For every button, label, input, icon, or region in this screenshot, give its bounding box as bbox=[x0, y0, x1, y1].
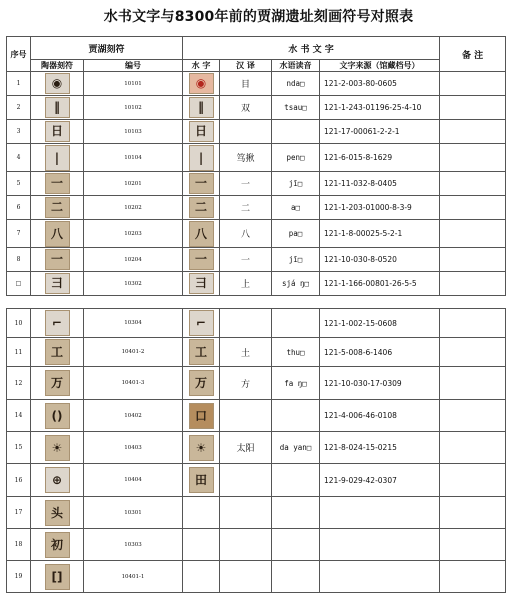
pottery-glyph-cell bbox=[31, 497, 84, 529]
seq-cell: 18 bbox=[7, 529, 31, 561]
code-cell: 10302 bbox=[84, 272, 183, 296]
code-cell: 10404 bbox=[84, 464, 183, 497]
source-cell bbox=[320, 561, 440, 593]
shui-glyph-cell bbox=[183, 272, 220, 296]
note-cell bbox=[440, 309, 506, 338]
sun-glyph: ☀ bbox=[45, 435, 70, 461]
one-glyph: 一 bbox=[45, 173, 70, 194]
reading-cell bbox=[272, 529, 320, 561]
pottery-glyph-cell bbox=[31, 400, 84, 432]
seq-cell: 2 bbox=[7, 96, 31, 120]
table-row bbox=[7, 72, 506, 96]
pottery-glyph-cell bbox=[31, 561, 84, 593]
one-glyph: 一 bbox=[189, 249, 214, 270]
note-cell bbox=[440, 220, 506, 248]
seq-cell: 6 bbox=[7, 196, 31, 220]
reading-cell: pen□ bbox=[272, 144, 320, 172]
seq-cell: 8 bbox=[7, 248, 31, 272]
note-cell bbox=[440, 561, 506, 593]
table-row bbox=[7, 432, 506, 464]
seq-cell: 14 bbox=[7, 400, 31, 432]
eight-glyph: 八 bbox=[45, 221, 70, 247]
source-cell: 121-2-003-80-0605 bbox=[320, 72, 440, 96]
reading-cell bbox=[272, 497, 320, 529]
shui-glyph-cell bbox=[183, 464, 220, 497]
shui-glyph-cell bbox=[183, 72, 220, 96]
box-glyph: 日 bbox=[45, 121, 70, 142]
shui-glyph-cell bbox=[183, 120, 220, 144]
code-cell: 10403 bbox=[84, 432, 183, 464]
reading-cell: da yan□ bbox=[272, 432, 320, 464]
hook-glyph: ⌐ bbox=[189, 310, 214, 336]
note-cell bbox=[440, 120, 506, 144]
han-cell: 上 bbox=[220, 272, 272, 296]
shui-glyph-cell bbox=[183, 432, 220, 464]
note-cell bbox=[440, 196, 506, 220]
code-cell: 10401-3 bbox=[84, 367, 183, 400]
header-note: 备 注 bbox=[440, 37, 506, 72]
code-cell: 10301 bbox=[84, 497, 183, 529]
han-cell: 笃揪 bbox=[220, 144, 272, 172]
header-reading: 水语读音 bbox=[272, 60, 320, 72]
pottery-glyph-cell bbox=[31, 196, 84, 220]
shui-glyph-cell bbox=[183, 220, 220, 248]
code-cell: 10304 bbox=[84, 309, 183, 338]
shui-glyph-cell bbox=[183, 338, 220, 367]
seq-cell: 19 bbox=[7, 561, 31, 593]
source-cell: 121-1-166-00801-26-5-5 bbox=[320, 272, 440, 296]
han-cell: 双 bbox=[220, 96, 272, 120]
source-cell: 121-11-032-8-0405 bbox=[320, 172, 440, 196]
note-cell bbox=[440, 172, 506, 196]
source-cell: 121-6-015-8-1629 bbox=[320, 144, 440, 172]
seq-cell: 10 bbox=[7, 309, 31, 338]
note-cell bbox=[440, 248, 506, 272]
code-cell: 10204 bbox=[84, 248, 183, 272]
note-cell bbox=[440, 400, 506, 432]
seq-cell: 5 bbox=[7, 172, 31, 196]
shui-glyph-cell bbox=[183, 367, 220, 400]
seq-cell: 16 bbox=[7, 464, 31, 497]
eye-glyph-red: ◉ bbox=[189, 73, 214, 94]
reading-cell: thu□ bbox=[272, 338, 320, 367]
header-code: 编号 bbox=[84, 60, 183, 72]
eye-glyph: ◉ bbox=[45, 73, 70, 94]
han-cell bbox=[220, 400, 272, 432]
seq-cell: 4 bbox=[7, 144, 31, 172]
han-cell: 八 bbox=[220, 220, 272, 248]
table-row bbox=[7, 248, 506, 272]
table-row bbox=[7, 96, 506, 120]
shui-glyph-cell bbox=[183, 309, 220, 338]
source-cell: 121-10-030-17-0309 bbox=[320, 367, 440, 400]
up-glyph: 彐 bbox=[45, 273, 70, 294]
reading-cell: tsau□ bbox=[272, 96, 320, 120]
han-cell bbox=[220, 464, 272, 497]
han-cell bbox=[220, 120, 272, 144]
pottery-glyph-cell bbox=[31, 144, 84, 172]
source-cell: 121-10-030-8-0520 bbox=[320, 248, 440, 272]
note-cell bbox=[440, 529, 506, 561]
table-row bbox=[7, 309, 506, 338]
pottery-glyph-cell bbox=[31, 220, 84, 248]
code-cell: 10202 bbox=[84, 196, 183, 220]
code-cell: 10104 bbox=[84, 144, 183, 172]
reading-cell: jī□ bbox=[272, 172, 320, 196]
pottery-glyph-cell bbox=[31, 96, 84, 120]
pottery-glyph-cell bbox=[31, 338, 84, 367]
direction-glyph: 万 bbox=[45, 370, 70, 396]
direction-glyph: 万 bbox=[189, 370, 214, 396]
pottery-glyph-cell bbox=[31, 432, 84, 464]
code-cell: 10103 bbox=[84, 120, 183, 144]
note-cell bbox=[440, 272, 506, 296]
double-stroke-glyph: ‖ bbox=[189, 97, 214, 118]
seq-cell: 17 bbox=[7, 497, 31, 529]
page-title: 水书文字与8300年前的贾湖遗址刻画符号对照表 bbox=[103, 9, 414, 25]
reading-cell bbox=[272, 561, 320, 593]
source-cell: 121-1-002-15-0608 bbox=[320, 309, 440, 338]
shui-glyph-cell bbox=[183, 400, 220, 432]
shui-glyph-cell bbox=[183, 497, 220, 529]
source-cell: 121-4-006-46-0108 bbox=[320, 400, 440, 432]
reading-cell: jī□ bbox=[272, 248, 320, 272]
shui-glyph-cell bbox=[183, 248, 220, 272]
field-circle-glyph: ⊕ bbox=[45, 467, 70, 493]
shui-glyph-cell bbox=[183, 96, 220, 120]
header-jiahu: 贾湖刻符 bbox=[31, 37, 183, 60]
two-glyph: 二 bbox=[45, 197, 70, 218]
table-row bbox=[7, 272, 506, 296]
table-row bbox=[7, 144, 506, 172]
pottery-glyph-cell bbox=[31, 367, 84, 400]
note-cell bbox=[440, 144, 506, 172]
han-cell: 太阳 bbox=[220, 432, 272, 464]
pottery-glyph-cell bbox=[31, 120, 84, 144]
note-cell bbox=[440, 464, 506, 497]
reading-cell: nda□ bbox=[272, 72, 320, 96]
seq-cell: 15 bbox=[7, 432, 31, 464]
pottery-glyph-cell bbox=[31, 309, 84, 338]
field-glyph: 田 bbox=[189, 467, 214, 493]
vertical-stroke-glyph: | bbox=[45, 145, 70, 171]
double-stroke-glyph: ‖ bbox=[45, 97, 70, 118]
comparison-table-1 bbox=[6, 36, 506, 296]
source-cell: 121-17-00061-2-2-1 bbox=[320, 120, 440, 144]
seq-cell: □ bbox=[7, 272, 31, 296]
vertical-stroke-glyph: | bbox=[189, 145, 214, 171]
header-source: 文字来源（馆藏档号） bbox=[320, 60, 440, 72]
header-shui-char: 水 字 bbox=[183, 60, 220, 72]
han-cell bbox=[220, 529, 272, 561]
note-cell bbox=[440, 432, 506, 464]
source-cell: 121-1-8-00025-5-2-1 bbox=[320, 220, 440, 248]
table-row bbox=[7, 196, 506, 220]
reading-cell: pa□ bbox=[272, 220, 320, 248]
source-cell: 121-9-029-42-0307 bbox=[320, 464, 440, 497]
one-glyph: 一 bbox=[189, 173, 214, 194]
reading-cell bbox=[272, 464, 320, 497]
source-cell: 121-5-008-6-1406 bbox=[320, 338, 440, 367]
reading-cell: sjá ŋ□ bbox=[272, 272, 320, 296]
code-cell: 10201 bbox=[84, 172, 183, 196]
earth-glyph: 工 bbox=[189, 339, 214, 365]
code-cell: 10203 bbox=[84, 220, 183, 248]
note-cell bbox=[440, 367, 506, 400]
table-row bbox=[7, 220, 506, 248]
han-cell: 目 bbox=[220, 72, 272, 96]
source-cell: 121-1-203-01000-8-3-9 bbox=[320, 196, 440, 220]
note-cell bbox=[440, 497, 506, 529]
han-cell: 一 bbox=[220, 248, 272, 272]
code-cell: 10402 bbox=[84, 400, 183, 432]
shui-glyph-cell bbox=[183, 561, 220, 593]
seq-cell: 1 bbox=[7, 72, 31, 96]
hook-glyph: ⌐ bbox=[45, 310, 70, 336]
shui-glyph-cell bbox=[183, 529, 220, 561]
eight-glyph: 八 bbox=[189, 221, 214, 247]
mouth-glyph: 口 bbox=[189, 403, 214, 429]
code-cell: 10303 bbox=[84, 529, 183, 561]
table-row bbox=[7, 400, 506, 432]
pottery-glyph-cell bbox=[31, 464, 84, 497]
table-row bbox=[7, 561, 506, 593]
pottery-glyph-cell bbox=[31, 272, 84, 296]
reading-cell bbox=[272, 400, 320, 432]
table-row bbox=[7, 529, 506, 561]
pottery-glyph-cell bbox=[31, 172, 84, 196]
frame-glyph: [] bbox=[45, 564, 70, 590]
note-cell bbox=[440, 72, 506, 96]
source-cell: 121-8-024-15-0215 bbox=[320, 432, 440, 464]
table-row bbox=[7, 338, 506, 367]
seq-cell: 12 bbox=[7, 367, 31, 400]
reading-cell: a□ bbox=[272, 196, 320, 220]
han-cell: 一 bbox=[220, 172, 272, 196]
pottery-glyph-cell bbox=[31, 72, 84, 96]
earth-glyph: 工 bbox=[45, 339, 70, 365]
header-shui: 水 书 文 字 bbox=[183, 37, 440, 60]
shui-glyph-cell bbox=[183, 196, 220, 220]
reading-cell: fa ŋ□ bbox=[272, 367, 320, 400]
code-cell: 10401-1 bbox=[84, 561, 183, 593]
pottery-glyph-cell bbox=[31, 529, 84, 561]
note-cell bbox=[440, 338, 506, 367]
shui-glyph-cell bbox=[183, 172, 220, 196]
two-glyph: 二 bbox=[189, 197, 214, 218]
pottery-glyph-cell bbox=[31, 248, 84, 272]
scratch-glyph: 头 bbox=[45, 500, 70, 526]
table-row bbox=[7, 367, 506, 400]
reading-cell bbox=[272, 120, 320, 144]
table-row bbox=[7, 172, 506, 196]
seq-cell: 11 bbox=[7, 338, 31, 367]
han-cell: 二 bbox=[220, 196, 272, 220]
box-glyph: 日 bbox=[189, 121, 214, 142]
oval-glyph: () bbox=[45, 403, 70, 429]
han-cell bbox=[220, 497, 272, 529]
source-cell bbox=[320, 497, 440, 529]
header-pottery: 陶器刻符 bbox=[31, 60, 84, 72]
table-row bbox=[7, 497, 506, 529]
han-cell bbox=[220, 561, 272, 593]
code-cell: 10102 bbox=[84, 96, 183, 120]
sun-glyph: ☀ bbox=[189, 435, 214, 461]
han-cell: 方 bbox=[220, 367, 272, 400]
branch-glyph: 初 bbox=[45, 532, 70, 558]
han-cell bbox=[220, 309, 272, 338]
table-row bbox=[7, 120, 506, 144]
source-cell: 121-1-243-01196-25-4-10 bbox=[320, 96, 440, 120]
note-cell bbox=[440, 96, 506, 120]
source-cell bbox=[320, 529, 440, 561]
one-glyph: 一 bbox=[45, 249, 70, 270]
comparison-table-2 bbox=[6, 308, 506, 593]
table-row bbox=[7, 464, 506, 497]
code-cell: 10101 bbox=[84, 72, 183, 96]
header-han: 汉 译 bbox=[220, 60, 272, 72]
shui-glyph-cell bbox=[183, 144, 220, 172]
seq-cell: 3 bbox=[7, 120, 31, 144]
seq-cell: 7 bbox=[7, 220, 31, 248]
reading-cell bbox=[272, 309, 320, 338]
code-cell: 10401-2 bbox=[84, 338, 183, 367]
han-cell: 土 bbox=[220, 338, 272, 367]
header-seq: 序号 bbox=[7, 37, 31, 72]
up-glyph: 彐 bbox=[189, 273, 214, 294]
